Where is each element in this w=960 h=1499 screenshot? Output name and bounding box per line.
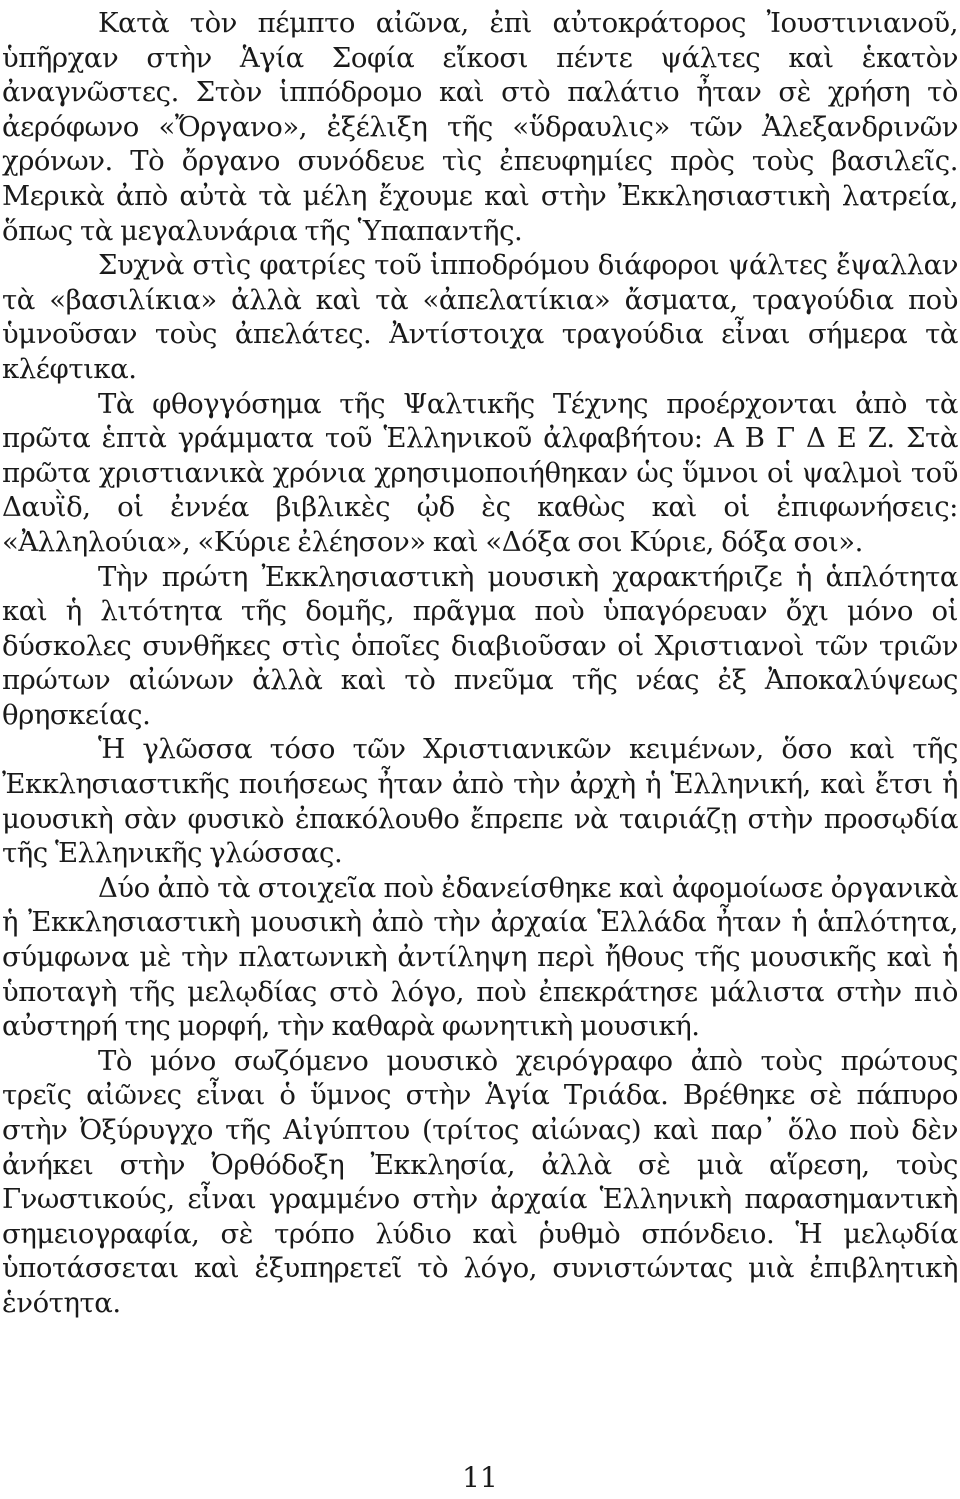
paragraph-6: Δύο ἀπὸ τὰ στοιχεῖα ποὺ ἐδανείσθηκε καὶ ἀφομοίωσε ὀργανικὰ ἡ Ἐκκλησιαστικὴ μουσικὴ ἀπὸ τὴν ἀρχαία Ἑλλάδα ἦταν ἡ ἁπλότητα, σύμφωνα μὲ τὴν πλατωνικὴ ἀντίληψη περὶ ἤθους τῆς μουσικῆς καὶ ἡ ὑποταγὴ τῆς μελῳδίας στὸ λόγο, ποὺ ἐπεκράτησε μάλιστα στὴν πιὸ αὐστηρή της μορφή, τὴν καθαρὰ φωνητικὴ μουσική. [2,871,958,1043]
body-text [2,6,958,1321]
paragraph-2: Συχνὰ στὶς φατρίες τοῦ ἱπποδρόμου διάφοροι ψάλτες ἔψαλλαν τὰ «βασιλίκια» ἀλλὰ καὶ τὰ «ἀπελατίκια» ἄσματα, τραγούδια ποὺ ὑμνοῦσαν τοὺς ἀπελάτες. Ἀντίστοιχα τραγούδια εἶναι σήμερα τὰ κλέφτικα. [2,249,958,385]
page-number: 11 [462,1461,498,1494]
paragraph-5: Ἡ γλῶσσα τόσο τῶν Χριστιανικῶν κειμένων, ὅσο καὶ τῆς Ἐκκλησιαστικῆς ποιήσεως ἦταν ἀπὸ τὴν ἀρχὴ ἡ Ἑλληνική, καὶ ἔτσι ἡ μουσικὴ σὰν φυσικὸ ἐπακόλουθο ἔπρεπε νὰ ταιριάζῃ στὴν προσῳδία τῆς Ἑλληνικῆς γλώσσας. [2,733,958,870]
paragraph-4: Τὴν πρώτη Ἐκκλησιαστικὴ μουσικὴ χαρακτήριζε ἡ ἁπλότητα καὶ ἡ λιτότητα τῆς δομῆς, πρᾶγμα ποὺ ὑπαγόρευαν ὄχι μόνο οἱ δύσκολες συνθῆκες στὶς ὁποῖες διαβιοῦσαν οἱ Χριστιανοὶ τῶν τριῶν πρώτων αἰώνων ἀλλὰ καὶ τὸ πνεῦμα τῆς νέας ἐξ Ἀποκαλύψεως θρησκείας. [2,560,958,731]
paragraph-1: Κατὰ τὸν πέμπτο αἰῶνα, ἐπὶ αὐτοκράτορος Ἰουστινιανοῦ, ὑπῆρχαν στὴν Ἁγία Σοφία εἴκοσι πέντε ψάλτες καὶ ἑκατὸν ἀναγνῶστες. Στὸν ἱππόδρομο καὶ στὸ παλάτιο ἦταν σὲ χρήση τὸ ἀερόφωνο «Ὄργανο», ἐξέλιξη τῆς «ὕδραυλις» τῶν Ἀλεξανδρινῶν χρόνων. Τὸ ὄργανο συνόδευε τὶς ἐπευφημίες πρὸς τοὺς βασιλεῖς. Μερικὰ ἀπὸ αὐτὰ τὰ μέλη ἔχουμε καὶ στὴν Ἐκκλησιαστικὴ λατρεία, ὅπως τὰ μεγαλυνάρια τῆς Ὑπαπαντῆς. [2,7,958,247]
paragraph-7: Τὸ μόνο σωζόμενο μουσικὸ χειρόγραφο ἀπὸ τοὺς πρώτους τρεῖς αἰῶνες εἶναι ὁ ὕμνος στὴν Ἁγία Τριάδα. Βρέθηκε σὲ πάπυρο στὴν Ὀξύρυγχο τῆς Αἰγύπτου (τρίτος αἰώνας) καὶ παρ᾽ ὅλο ποὺ δὲν ἀνήκει στὴν Ὀρθόδοξη Ἐκκλησία, ἀλλὰ σὲ μιὰ αἵρεση, τοὺς Γνωστικούς, εἶναι γραμμένο στὴν ἀρχαία Ἑλληνικὴ παρασημαντικὴ σημειογραφία, σὲ τρόπο λύδιο καὶ ῥυθμὸ σπόνδειο. Ἡ μελῳδία ὑποτάσσεται καὶ ἐξυπηρετεῖ τὸ λόγο, συνιστώντας μιὰ ἐπιβλητικὴ ἑνότητα. [2,1044,958,1319]
document-page [2,0,958,1499]
paragraph-3: Τὰ φθογγόσημα τῆς Ψαλτικῆς Τέχνης προέρχονται ἀπὸ τὰ πρῶτα ἑπτὰ γράμματα τοῦ Ἑλληνικοῦ ἀλφαβήτου: Α Β Γ Δ Ε Ζ. Στὰ πρῶτα χριστιανικὰ χρόνια χρησιμοποιήθηκαν ὡς ὕμνοι οἱ ψαλμοὶ τοῦ Δαυῒδ, οἱ ἐννέα βιβλικὲς ᾠδ ὲς καθὼς καὶ οἱ ἐπιφωνήσεις: «Ἀλληλούια», «Κύριε ἐλέησον» καὶ «Δόξα σοι Κύριε, δόξα σοι». [2,387,958,558]
